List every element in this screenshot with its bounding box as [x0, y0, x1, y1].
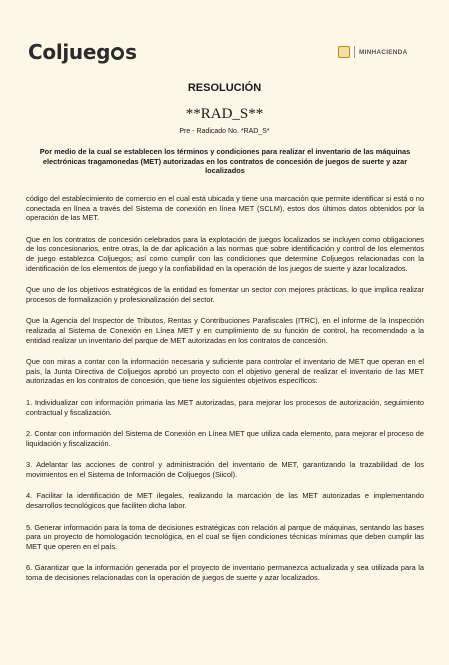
- document-title: RESOLUCIÓN: [187, 82, 262, 94]
- paragraph: código del establecimiento de comercio en el cual está ubicada y tiene una marcación que permite identificar si está o no conectada en línea a través del Sistema de conexión en línea MET (SCLM), estos dos últimos datos obtenidos por la operación de las MET.: [26, 194, 424, 223]
- paragraph: Que con miras a contar con la información necesaria y suficiente para controlar el inventario de MET que operan en el país, la Junta Directiva de Coljuegos aprobó un proyecto con el objetivo general de realizar el inventario de las MET autorizadas en los contratos de concesión, que tiene los siguientes objetivos específicos:: [26, 357, 424, 386]
- paragraph: Que uno de los objetivos estratégicos de la entidad es fomentar un sector con mejores prácticas, lo que implica realizar procesos de formalización y profesionalización del sector.: [26, 285, 424, 304]
- list-item: 3. Adelantar las acciones de control y administración del inventario de MET, garantizando la trazabilidad de los movimientos en el Sistema de Información de Coljuegos (Siicol).: [26, 460, 424, 479]
- pre-rad-number: Pre - Radicado No. *RAD_S*: [179, 128, 270, 135]
- list-item: 5. Generar información para la toma de decisiones estratégicas con relación al parque de máquinas, sentando las bases para un proyecto de homologación tecnológica, en el cual se fijen condiciones técnicas mínimas que deben cumplir las MET que operen en el país.: [26, 522, 424, 551]
- list-item: 1. Individualizar con información primaria las MET autorizadas, para mejorar los procesos de autorización, seguimiento contractual y fiscalización.: [26, 397, 424, 417]
- document-body: [26, 194, 424, 595]
- paragraph: Que la Agencia del Inspector de Tributos, Rentas y Contribuciones Parafiscales (ITRC), en el informe de la Inspección realizada al Sistema de Conexión en Línea MET y en cumplimiento de su función de control, ha recomendado a la entidad realizar un inventario del parque de MET autorizadas en los contratos de concesión.: [26, 316, 424, 345]
- list-item: 6. Garantizar que la información generada por el proyecto de inventario permanezca actualizada y sea utilizada para la toma de decisiones relacionadas con la operación de juegos de suerte y azar localizados.: [26, 563, 424, 583]
- logo-divider: [354, 46, 355, 58]
- ministry-logo: [338, 46, 407, 58]
- resolution-summary: Por medio de la cual se establecen los términos y condiciones para realizar el inventario de las máquinas electrónicas tragamonedas (MET) autorizadas en los contratos de concesión de juegos de suerte y azar localizados: [39, 147, 411, 176]
- list-item: 4. Facilitar la identificación de MET ilegales, realizando la marcación de las MET autorizadas e implementando desarrollos tecnológicos que faciliten dicha labor.: [26, 491, 424, 511]
- coljuegos-logo: [28, 40, 137, 64]
- crest-icon: [338, 46, 350, 58]
- page-bottom-cutoff: [0, 632, 449, 665]
- list-item: 2. Contar con información del Sistema de Conexión en Línea MET que utiliza cada elemento, para mejorar el proceso de liquidación y fiscalización.: [26, 429, 424, 448]
- logo-ring-icon: [111, 47, 124, 60]
- ministry-label: MINHACIENDA: [359, 48, 408, 56]
- logo-text-b: s: [125, 40, 137, 64]
- paragraph: Que en los contratos de concesión celebrados para la explotación de juegos localizados se incluyen como obligaciones de los concesionarios, entre otras, la de dar aplicación a las normas que sobre identificación y control de los elementos de juego establezca Coljuegos; así como cumplir con las condiciones que determine Coljuegos relacionadas con la identificación de los elementos de juego y la confiabilidad en la operación de los juegos de suerte y azar localizados.: [26, 234, 424, 273]
- logo-text-a: Coljueg: [28, 40, 111, 64]
- rad-code: **RAD_S**: [185, 106, 264, 122]
